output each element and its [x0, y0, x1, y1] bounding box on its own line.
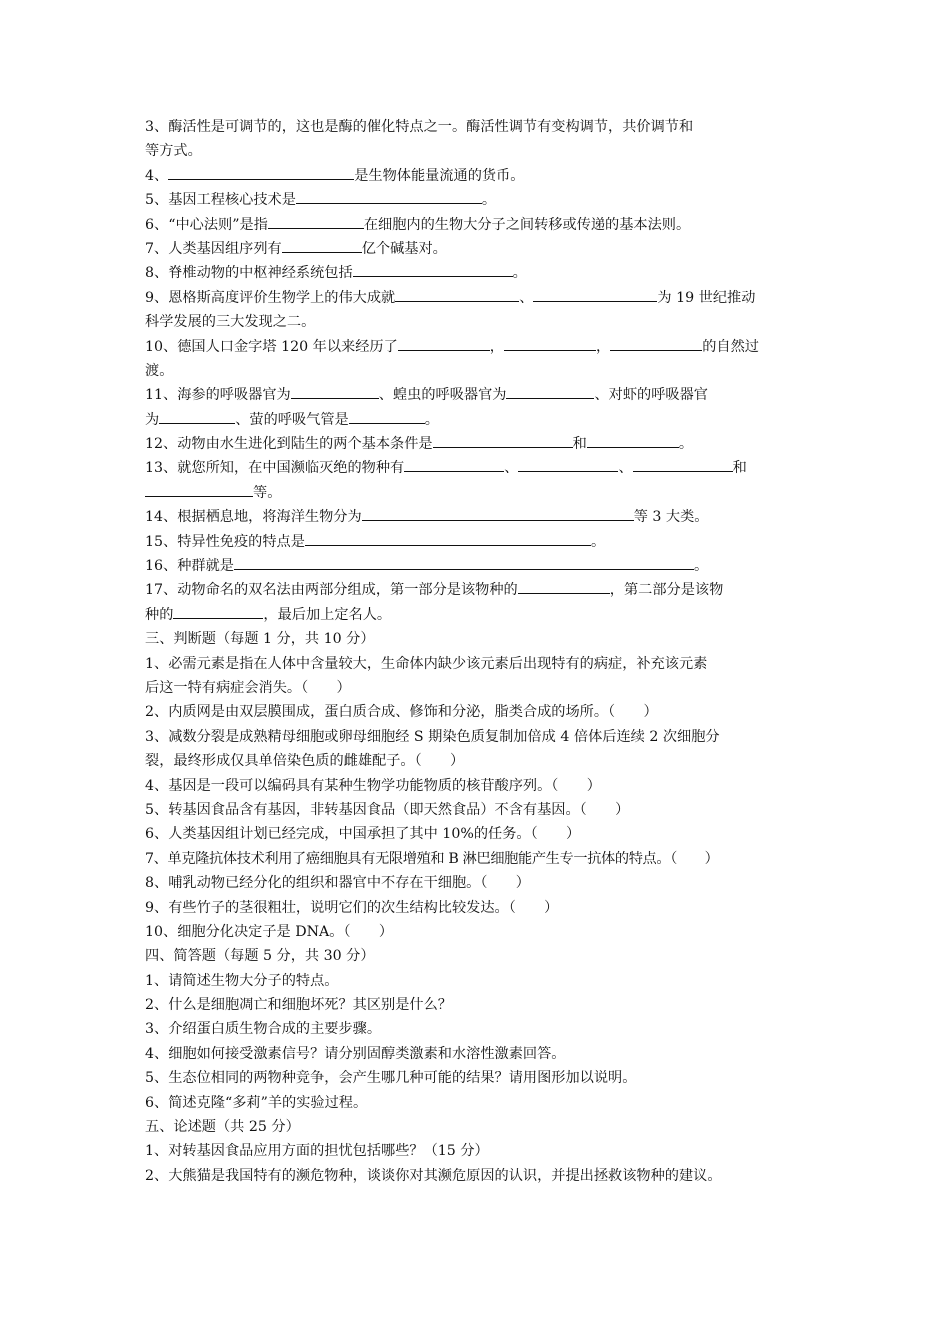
- question-17-line-1: 17、动物命名的双名法由两部分组成，第一部分是该物种的 ，第二部分是该物: [145, 578, 810, 602]
- short-question: 1、请简述生物大分子的特点。: [145, 972, 339, 989]
- answer-blank[interactable]: [349, 408, 425, 424]
- answer-blank[interactable]: [282, 237, 362, 253]
- answer-blank[interactable]: [305, 530, 591, 546]
- question-16: 16、种群就是 。: [145, 554, 810, 578]
- answer-blank[interactable]: [533, 286, 657, 302]
- answer-blank[interactable]: [145, 481, 253, 497]
- answer-blank[interactable]: [159, 408, 235, 424]
- judge-line: 5、转基因食品含有基因，非转基因食品（即天然食品）不含有基因。（ ）: [145, 801, 630, 818]
- question-8: 8、脊椎动物的中枢神经系统包括 。: [145, 261, 810, 285]
- question-14: 14、根据栖息地，将海洋生物分为 等 3 大类。: [145, 505, 810, 529]
- answer-blank[interactable]: [353, 261, 513, 277]
- question-5: 5、基因工程核心技术是 。: [145, 188, 810, 212]
- answer-blank[interactable]: [173, 603, 263, 619]
- essay-question: 1、对转基因食品应用方面的担忧包括哪些？（15 分）: [145, 1143, 489, 1160]
- question-12: 12、动物由水生进化到陆生的两个基本条件是 和 。: [145, 432, 810, 456]
- question-15: 15、特异性免疫的特点是 。: [145, 530, 810, 554]
- question-11-line-1: 11、海参的呼吸器官为 、蝗虫的呼吸器官为 、对虾的呼吸器官: [145, 383, 810, 407]
- question-9-line-2: 科学发展的三大发现之二。: [145, 314, 316, 331]
- question-10-line-1: 10、德国人口金字塔 120 年以来经历了 ， ， 的自然过: [145, 335, 810, 359]
- section-title-essay: 五、论述题（共 25 分）: [145, 1119, 300, 1136]
- question-11-line-2: 为 、萤的呼吸气管是 。: [145, 408, 810, 432]
- answer-blank[interactable]: [404, 456, 504, 472]
- answer-blank[interactable]: [433, 432, 573, 448]
- judge-line: 7、单克隆抗体技术利用了癌细胞具有无限增殖和 B 淋巴细胞能产生专一抗体的特点。（ ）: [145, 850, 719, 867]
- judge-line: 3、减数分裂是成熟精母细胞或卵母细胞经 S 期染色质复制加倍成 4 倍体后连续 2 次细胞分: [145, 728, 720, 745]
- question-9-line-1: 9、恩格斯高度评价生物学上的伟大成就 、 为 19 世纪推动: [145, 286, 810, 310]
- question-3-line-2: 等方式。: [145, 143, 202, 160]
- judge-line: 6、人类基因组计划已经完成，中国承担了其中 10%的任务。（ ）: [145, 826, 581, 843]
- judge-line: 10、细胞分化决定子是 DNA。（ ）: [145, 923, 394, 940]
- short-question: 4、细胞如何接受激素信号？请分别固醇类激素和水溶性激素回答。: [145, 1045, 566, 1062]
- question-10-line-2: 渡。: [145, 362, 174, 379]
- answer-blank[interactable]: [633, 456, 733, 472]
- judge-line: 9、有些竹子的茎很粗壮，说明它们的次生结构比较发达。（ ）: [145, 899, 559, 916]
- short-question: 6、简述克隆“多莉”羊的实验过程。: [145, 1094, 368, 1111]
- short-question: 2、什么是细胞凋亡和细胞坏死？其区别是什么？: [145, 997, 452, 1014]
- question-13-line-1: 13、就您所知，在中国濒临灭绝的物种有 、 、 和: [145, 456, 810, 480]
- judge-line: 后这一特有病症会消失。（ ）: [145, 679, 351, 696]
- judge-line: 8、哺乳动物已经分化的组织和器官中不存在干细胞。（ ）: [145, 875, 530, 892]
- question-7: 7、人类基因组序列有 亿个碱基对。: [145, 237, 810, 261]
- section-title-judge: 三、判断题（每题 1 分，共 10 分）: [145, 631, 375, 648]
- answer-blank[interactable]: [362, 505, 634, 521]
- answer-blank[interactable]: [234, 554, 694, 570]
- answer-blank[interactable]: [168, 164, 354, 180]
- answer-blank[interactable]: [395, 286, 519, 302]
- short-question: 3、介绍蛋白质生物合成的主要步骤。: [145, 1021, 382, 1038]
- judge-line: 4、基因是一段可以编码具有某种生物学功能物质的核苷酸序列。（ ）: [145, 777, 601, 794]
- answer-blank[interactable]: [506, 383, 594, 399]
- answer-blank[interactable]: [291, 383, 379, 399]
- question-4: 4、 是生物体能量流通的货币。: [145, 164, 810, 188]
- answer-blank[interactable]: [504, 335, 596, 351]
- answer-blank[interactable]: [296, 188, 482, 204]
- answer-blank[interactable]: [398, 335, 490, 351]
- essay-question: 2、大熊猫是我国特有的濒危物种，谈谈你对其濒危原因的认识，并提出拯救该物种的建议。: [145, 1167, 722, 1184]
- short-question: 5、生态位相同的两物种竞争，会产生哪几种可能的结果？请用图形加以说明。: [145, 1070, 637, 1087]
- judge-line: 1、必需元素是指在人体中含量较大，生命体内缺少该元素后出现特有的病症，补充该元素: [145, 655, 708, 672]
- answer-blank[interactable]: [518, 578, 610, 594]
- answer-blank[interactable]: [518, 456, 618, 472]
- section-title-short: 四、简答题（每题 5 分，共 30 分）: [145, 948, 375, 965]
- answer-blank[interactable]: [587, 432, 679, 448]
- answer-blank[interactable]: [610, 335, 702, 351]
- question-3-line-1: 3、酶活性是可调节的，这也是酶的催化特点之一。酶活性调节有变构调节，共价调节和: [145, 119, 694, 135]
- judge-line: 2、内质网是由双层膜围成，蛋白质合成、修饰和分泌，脂类合成的场所。（ ）: [145, 704, 658, 721]
- question-13-line-2: 等。: [145, 481, 810, 505]
- judge-line: 裂，最终形成仅具单倍染色质的雌雄配子。（ ）: [145, 753, 465, 770]
- answer-blank[interactable]: [268, 213, 364, 229]
- exam-page: [145, 115, 810, 1188]
- question-6: 6、“中心法则”是指 在细胞内的生物大分子之间转移或传递的基本法则。: [145, 213, 810, 237]
- question-17-line-2: 种的 ，最后加上定名人。: [145, 603, 810, 627]
